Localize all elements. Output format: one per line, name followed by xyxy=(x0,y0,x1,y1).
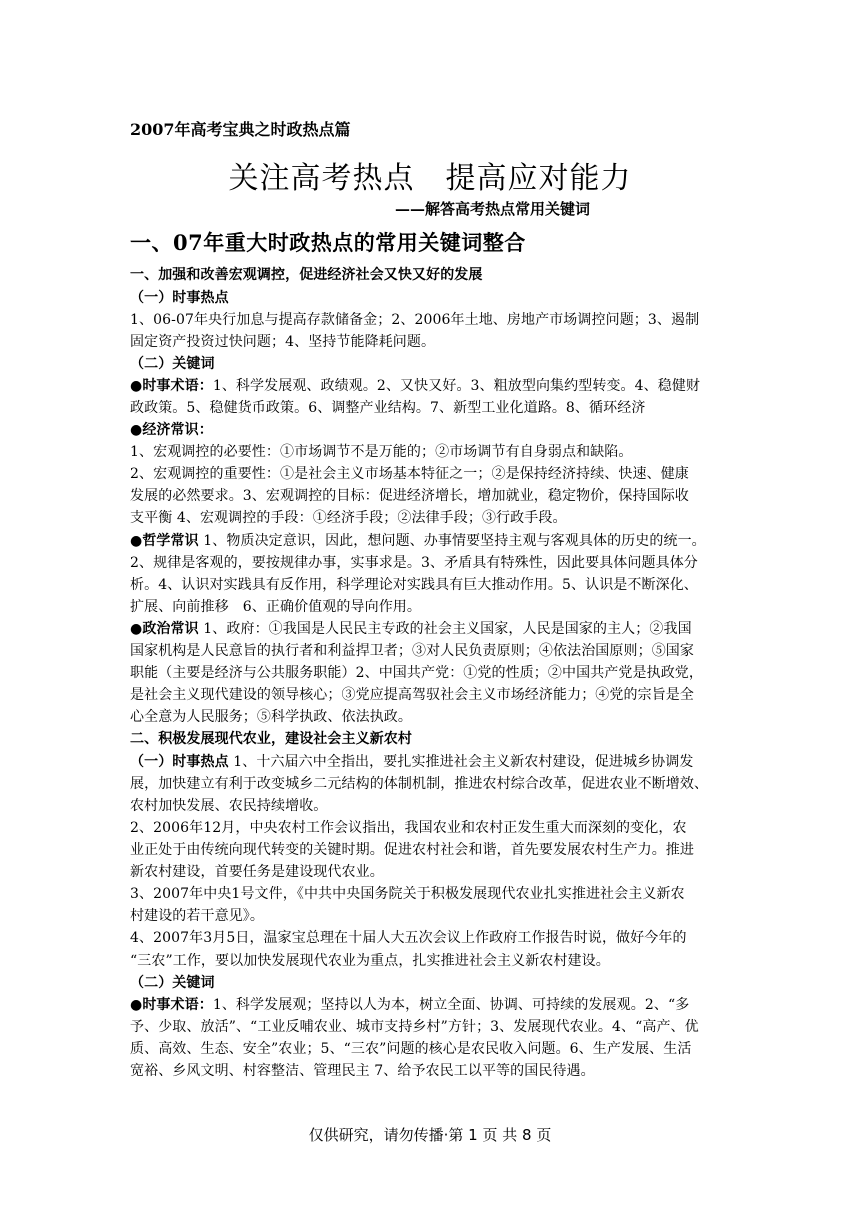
section-2-heading: 二、积极发展现代农业，建设社会主义新农村 xyxy=(130,731,412,747)
paragraph-line: 业正处于由传统向现代转变的关键时期。促进农村社会和谐，首先要发展农村生产力。推进 xyxy=(130,842,694,858)
paragraph-line: 扩展、向前推移 6、正确价值观的导向作用。 xyxy=(130,599,422,615)
paragraph-line: 质、高效、生态、安全”农业；5、“三农”问题的核心是农民收入问题。6、生产发展、生活 xyxy=(130,1041,692,1057)
term-label: ●哲学常识 xyxy=(130,533,199,549)
paragraph-line: 1、宏观调控的必要性：①市场调节不是万能的；②市场调节有自身弱点和缺陷。 xyxy=(130,444,633,460)
paragraph-line xyxy=(130,618,730,640)
section-heading: 一、07年重大时政热点的常用关键词整合 xyxy=(130,230,526,255)
paragraph-line: 2、宏观调控的重要性：①是社会主义市场基本特征之一；②是保持经济持续、快速、健康 xyxy=(130,466,689,482)
paragraph-line: 职能（主要是经济与公共服务职能）2、中国共产党：①党的性质；②中国共产党是执政党， xyxy=(130,665,704,681)
paragraph-line: 国家机构是人民意旨的执行者和利益捍卫者；③对人民负责原则；④依法治国原则；⑤国家 xyxy=(130,643,694,659)
paragraph-text: 1、十六届六中全指出，要扎实推进社会主义新农村建设，促进城乡协调发 xyxy=(228,754,694,770)
doc-subtitle: ——解答高考热点常用关键词 xyxy=(395,200,591,218)
paragraph-line: 固定资产投资过快问题；4、坚持节能降耗问题。 xyxy=(130,334,436,350)
paragraph-line: 1、06-07年央行加息与提高存款储备金；2、2006年土地、房地产市场调控问题；3、遏制 xyxy=(130,312,700,328)
paragraph-line: 发展的必然要求。3、宏观调控的目标：促进经济增长，增加就业，稳定物价，保持国际收 xyxy=(130,488,689,504)
paragraph-line xyxy=(130,375,730,397)
subsection-heading: （一）时事热点 xyxy=(130,754,229,770)
subsection-heading: （二）关键词 xyxy=(130,356,215,372)
paragraph-line: “三农”工作，要以加快发展现代农业为重点，扎实推进社会主义新农村建设。 xyxy=(130,953,610,969)
paragraph-line: 政政策。5、稳健货币政策。6、调整产业结构。7、新型工业化道路。8、循环经济 xyxy=(130,400,646,416)
paragraph-line: 农村加快发展、农民持续增收。 xyxy=(130,798,328,814)
subsection-heading: （二）关键词 xyxy=(130,975,215,991)
paragraph-line: 3、2007年中央1号文件，《中共中央国务院关于积极发展现代农业扎实推进社会主义新农 xyxy=(130,886,685,902)
section-1-heading: 一、加强和改善宏观调控，促进经济社会又快又好的发展 xyxy=(130,267,483,283)
paragraph-line xyxy=(130,751,730,773)
term-label: ●时事术语： xyxy=(130,378,213,394)
paragraph-line xyxy=(130,530,730,552)
subsection-heading: （一）时事热点 xyxy=(130,290,229,306)
paragraph-line: 2、规律是客观的，要按规律办事，实事求是。3、矛盾具有特殊性，因此要具体问题具体分 xyxy=(130,555,698,571)
page-footer: 仅供研究，请勿传播·第 1 页 共 8 页 xyxy=(308,1126,552,1144)
paragraph-line: 展，加快建立有利于改变城乡二元结构的体制机制，推进农村综合改革，促进农业不断增效、 xyxy=(130,776,709,792)
paragraph-text: 1、政府：①我国是人民民主专政的社会主义国家，人民是国家的主人；②我国 xyxy=(198,621,692,637)
term-label: ●政治常识 xyxy=(130,621,199,637)
paragraph-line: 2、2006年12月，中央农村工作会议指出，我国农业和农村正发生重大而深刻的变化，农 xyxy=(130,820,687,836)
paragraph-line: 4、2007年3月5日，温家宝总理在十届人大五次会议上作政府工作报告时说，做好今年的 xyxy=(130,930,687,946)
paragraph-text: 1、物质决定意识，因此，想问题、办事情要坚持主观与客观具体的历史的统一。 xyxy=(198,533,706,549)
term-label: ●时事术语： xyxy=(130,997,213,1013)
paragraph-text: 1、科学发展观；坚持以人为本，树立全面、协调、可持续的发展观。2、“多 xyxy=(212,997,690,1013)
paragraph-line: 新农村建设，首要任务是建设现代农业。 xyxy=(130,864,384,880)
paragraph-line: 村建设的若干意见》。 xyxy=(130,908,264,924)
paragraph-line: 支平衡 4、宏观调控的手段：①经济手段；②法律手段；③行政手段。 xyxy=(130,510,567,526)
paragraph-line xyxy=(130,994,730,1016)
paragraph-line: 析。4、认识对实践具有反作用，科学理论对实践具有巨大推动作用。5、认识是不断深化、 xyxy=(130,577,698,593)
paragraph-line: 心全意为人民服务；⑤科学执政、依法执政。 xyxy=(130,709,412,725)
paragraph-text: 1、科学发展观、政绩观。2、又快又好。3、粗放型向集约型转变。4、稳健财 xyxy=(212,378,701,394)
term-label: ●经济常识： xyxy=(130,422,213,438)
paragraph-line: 予、少取、放活”、“工业反哺农业、城市支持乡村”方针；3、发展现代农业。4、“高产、优 xyxy=(130,1019,699,1035)
doc-title: 关注高考热点 提高应对能力 xyxy=(228,161,632,196)
paragraph-line: 是社会主义现代建设的领导核心；③党应提高驾驭社会主义市场经济能力；④党的宗旨是全 xyxy=(130,687,694,703)
paragraph-line: 宽裕、乡风文明、村容整洁、管理民主 7、给予农民工以平等的国民待遇。 xyxy=(130,1063,595,1079)
doc-top-label: 2007年高考宝典之时政热点篇 xyxy=(130,120,351,139)
